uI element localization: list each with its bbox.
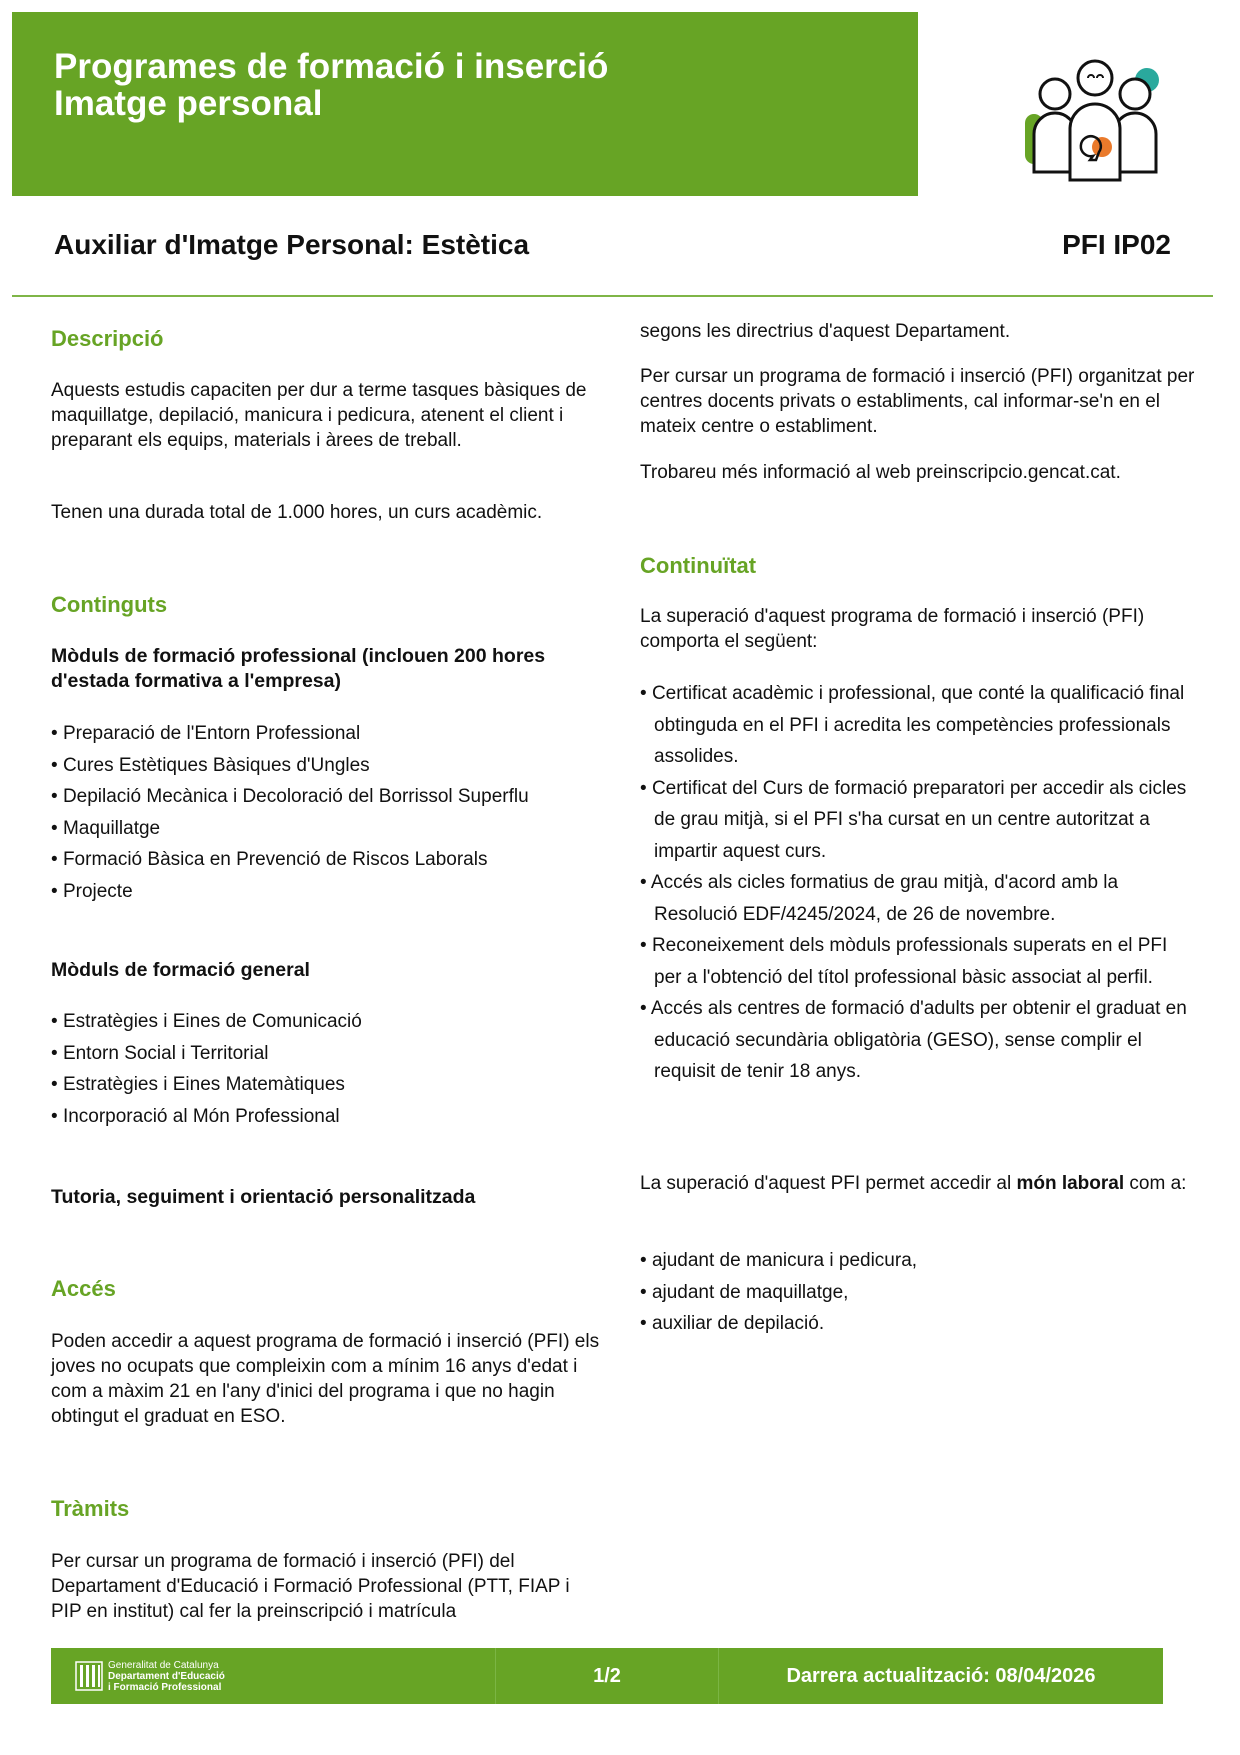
list-item: • Incorporació al Món Professional: [51, 1101, 611, 1133]
list-item: • Cures Estètiques Bàsiques d'Ungles: [51, 750, 611, 782]
tutoria-heading: Tutoria, seguiment i orientació personalitzada: [51, 1186, 476, 1208]
program-title: Programes de formació i inserció: [54, 47, 609, 86]
logo-line-2: Departament d'Educació: [108, 1670, 225, 1682]
list-item: • Certificat acadèmic i professional, que conté la qualificació final obtinguda en el PFI i acredita les competències professionals assolides.: [640, 678, 1200, 773]
jobs-list: [640, 1245, 1210, 1340]
private-centres-text: Per cursar un programa de formació i inserció (PFI) organitzat per centres docents privats o establiments, cal informar-se'n en el mateix centre o establiment.: [640, 366, 1195, 437]
tramits-text: Per cursar un programa de formació i inserció (PFI) del Departament d'Educació i Formació Professional (PTT, FIAP i PIP en institut) cal fer la preinscripció i matrícula: [51, 1551, 570, 1622]
list-item: • Projecte: [51, 876, 611, 908]
logo-line-3: i Formació Professional: [108, 1681, 222, 1693]
labor-text-before: La superació d'aquest PFI permet accedir al: [640, 1173, 1017, 1194]
general-modules-heading: Mòduls de formació general: [51, 959, 310, 981]
list-item: • Estratègies i Eines de Comunicació: [51, 1006, 611, 1038]
list-item: • auxiliar de depilació.: [640, 1308, 1210, 1340]
duration-text: Tenen una durada total de 1.000 hores, un curs acadèmic.: [51, 502, 543, 523]
list-item: • Certificat del Curs de formació preparatori per accedir als cicles de grau mitjà, si el PFI s'ha cursat en un centre autoritzat a impartir aquest curs.: [640, 773, 1200, 868]
list-item: • ajudant de maquillatge,: [640, 1277, 1210, 1309]
labor-market-text: [640, 1171, 1200, 1196]
heading-continguts: Continguts: [51, 592, 168, 617]
labor-text-bold: món laboral: [1016, 1173, 1125, 1194]
generalitat-logo: [51, 1648, 495, 1704]
logo-line-1: Generalitat de Catalunya: [108, 1659, 219, 1671]
descripcio-text: Aquests estudis capaciten per dur a terme tasques bàsiques de maquillatge, depilació, manicura i pedicura, atenent el client i preparant els equips, materials i àrees de treball.: [51, 380, 587, 451]
list-item: • Depilació Mecànica i Decoloració del Borrissol Superflu: [51, 781, 611, 813]
list-item: • Accés als centres de formació d'adults per obtenir el graduat en educació secundària obligatòria (GESO), sense complir el requisit de tenir 18 anys.: [640, 993, 1200, 1088]
list-item: • Maquillatge: [51, 813, 611, 845]
heading-descripcio: Descripció: [51, 326, 164, 351]
heading-tramits: Tràmits: [51, 1496, 130, 1521]
heading-acces: Accés: [51, 1276, 116, 1301]
continuitat-list: [640, 678, 1200, 1088]
professional-modules-heading: Mòduls de formació professional (inclouen 200 hores d'estada formativa a l'empresa): [51, 645, 546, 692]
course-title: Auxiliar d'Imatge Personal: Estètica: [54, 229, 530, 260]
divider: [12, 295, 1213, 297]
list-item: • Accés als cicles formatius de grau mitjà, d'acord amb la Resolució EDF/4245/2024, de 26 de novembre.: [640, 867, 1200, 930]
course-code: PFI IP02: [1062, 229, 1171, 260]
professional-modules-list: [51, 718, 611, 907]
list-item: • Estratègies i Eines Matemàtiques: [51, 1069, 611, 1101]
heading-continuitat: Continuïtat: [640, 553, 757, 578]
people-lightbulb-icon: [1020, 54, 1175, 184]
list-item: • Reconeixement dels mòduls professionals superats en el PFI per a l'obtenció del títol professional bàsic associat al perfil.: [640, 930, 1200, 993]
generalitat-emblem-icon: [75, 1661, 103, 1691]
list-item: • Entorn Social i Territorial: [51, 1038, 611, 1070]
page-number: 1/2: [495, 1648, 719, 1704]
last-updated: Darrera actualització: 08/04/2026: [786, 1664, 1096, 1687]
list-item: • Formació Bàsica en Prevenció de Riscos Laborals: [51, 844, 611, 876]
tramits-continued-text: segons les directrius d'aquest Departament.: [640, 321, 1011, 342]
labor-text-after: com a:: [1124, 1173, 1187, 1194]
program-family: Imatge personal: [54, 84, 323, 123]
list-item: • ajudant de manicura i pedicura,: [640, 1245, 1210, 1277]
list-item: • Preparació de l'Entorn Professional: [51, 718, 611, 750]
continuitat-text: La superació d'aquest programa de formació i inserció (PFI) comporta el següent:: [640, 606, 1145, 652]
more-info-text: Trobareu més informació al web preinscripcio.gencat.cat.: [640, 462, 1121, 483]
general-modules-list: [51, 1006, 611, 1132]
footer-bar: [51, 1648, 1163, 1704]
acces-text: Poden accedir a aquest programa de formació i inserció (PFI) els joves no ocupats que compleixin com a mínim 16 anys d'edat i com a màxim 21 en l'any d'inici del programa i que no hagin obtingut el graduat en ESO.: [51, 1331, 600, 1427]
